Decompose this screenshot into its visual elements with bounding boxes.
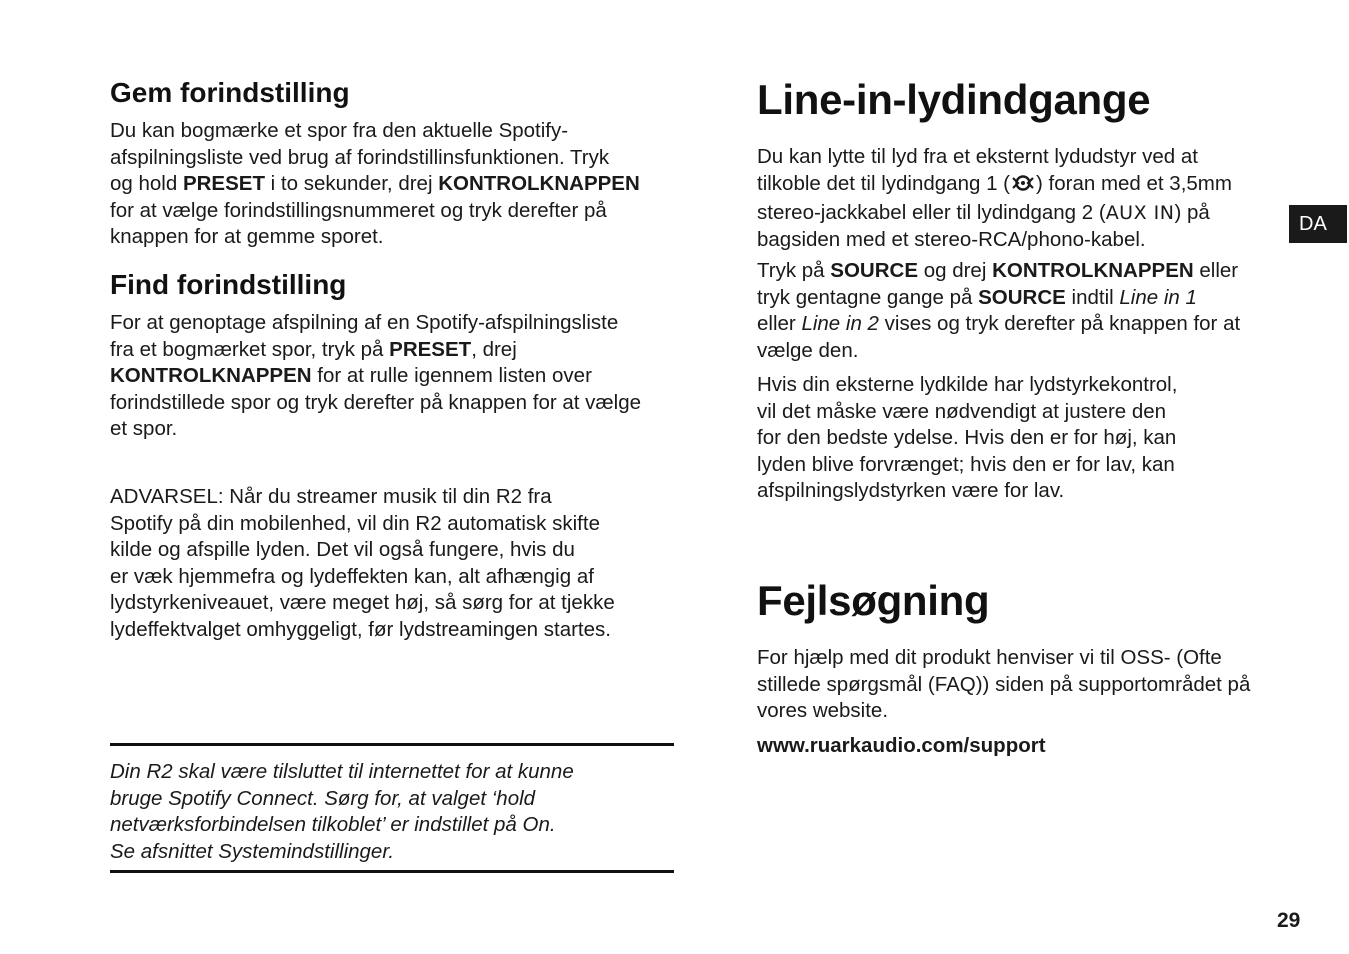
text-run: i to sekunder, drej (264, 172, 439, 195)
text-run: tryk gentagne gange på (757, 285, 979, 309)
text-run: stereo-jackkabel eller til lydindgang 2 ( (757, 201, 1106, 224)
page-number: 29 (1277, 909, 1301, 932)
text-run: indtil (1065, 285, 1120, 309)
text-line: Se afsnittet Systemindstillinger. (110, 839, 395, 863)
text-line: Spotify på din mobilenhed, vil din R2 automatisk skifte (110, 511, 600, 535)
text-line: Du kan lytte til lyd fra et eksternt lydudstyr ved at (757, 145, 1198, 168)
source-label: SOURCE (830, 259, 919, 282)
text-line: bagsiden med et stereo-RCA/phono-kabel. (757, 227, 1146, 251)
text-line: et spor. (110, 417, 178, 440)
text-line: forindstillede spor og tryk derefter på knappen for at vælge (110, 390, 642, 414)
text-line: lydeffektvalget omhyggeligt, før lydstreamingen startes. (110, 617, 611, 641)
text-run: , drej (471, 337, 517, 361)
text-line: bruge Spotify Connect. Sørg for, at valget ‘hold (110, 786, 536, 810)
text-line: vælge den. (757, 338, 859, 362)
text-line: Du kan bogmærke et spor fra den aktuelle Spotify- (110, 119, 569, 142)
note-paragraph (110, 759, 574, 865)
text-line: Din R2 skal være tilsluttet til internettet for at kunne (110, 760, 574, 783)
note-bottom-rule (110, 870, 674, 873)
paragraph-line-in-source (757, 258, 1240, 364)
paragraph-line-in-intro (757, 144, 1232, 253)
kontrolknappen-label: KONTROLKNAPPEN (110, 364, 312, 387)
text-run: vises og tryk derefter på knappen for at (878, 312, 1241, 335)
text-run: fra et bogmærket spor, tryk på (110, 337, 390, 361)
text-line: lydstyrkeniveauet, være meget høj, så sørg for at tjekke (110, 591, 615, 614)
heading-find-forindstilling: Find forindstilling (110, 269, 347, 300)
text-line: netværksforbindelsen tilkoblet’ er indstillet på On. (110, 813, 556, 836)
text-run: og drej (918, 259, 993, 282)
text-line: For at genoptage afspilning af en Spotify-afspilningsliste (110, 311, 619, 334)
text-line: stillede spørgsmål (FAQ)) siden på supportområdet på (757, 672, 1251, 696)
paragraph-line-in-volume (757, 372, 1177, 505)
text-line: afspilningsliste ved brug af forindstillinsfunktionen. Tryk (110, 145, 610, 169)
line-in-1-label: Line in 1 (1119, 285, 1197, 309)
warning-paragraph (110, 484, 615, 643)
text-line: vores website. (757, 699, 889, 722)
text-line: lyden blive forvrænget; hvis den er for lav, kan (757, 452, 1175, 476)
text-line: Hvis din eksterne lydkilde har lydstyrkekontrol, (757, 373, 1178, 396)
text-run: eller (1193, 259, 1239, 282)
text-line: vil det måske være nødvendigt at justere den (757, 399, 1167, 423)
note-top-rule (110, 743, 674, 746)
heading-line-in: Line-in-lydindgange (757, 76, 1151, 123)
text-run: tilkoble det til lydindgang 1 ( (757, 171, 1010, 195)
support-url-link[interactable]: www.ruarkaudio.com/support (757, 734, 1046, 757)
text-run: eller (757, 312, 802, 335)
text-run: for at rulle igennem listen over (311, 364, 592, 387)
paragraph-find-forindstilling (110, 310, 641, 443)
heading-gem-forindstilling: Gem forindstilling (110, 77, 350, 108)
source-label: SOURCE (978, 285, 1066, 309)
text-run: Tryk på (757, 259, 831, 282)
aux-in-label: AUX IN (1105, 202, 1175, 224)
heading-fejlsogning: Fejlsøgning (757, 577, 990, 624)
text-line: For hjælp med dit produkt henviser vi til OSS- (Ofte (757, 646, 1222, 669)
text-line: knappen for at gemme sporet. (110, 225, 384, 248)
text-run: ) foran med et 3,5mm (1036, 171, 1232, 195)
preset-label: PRESET (389, 337, 472, 361)
kontrolknappen-label: KONTROLKNAPPEN (992, 259, 1194, 282)
text-line: for at vælge forindstillingsnummeret og tryk derefter på (110, 198, 607, 222)
preset-label: PRESET (182, 172, 265, 195)
text-line: for den bedste ydelse. Hvis den er for høj, kan (757, 426, 1177, 449)
language-tab-da: DA (1289, 205, 1347, 243)
text-line: afspilningslydstyrken være for lav. (757, 479, 1065, 502)
text-line: kilde og afspille lyden. Det vil også fungere, hvis du (110, 538, 575, 561)
text-run: og hold (110, 172, 183, 195)
text-line: er væk hjemmefra og lydeffekten kan, alt afhængig af (110, 564, 594, 588)
headphone-jack-icon (1010, 173, 1036, 201)
text-run: ) på (1174, 201, 1210, 224)
paragraph-fejlsogning (757, 645, 1250, 725)
text-line: ADVARSEL: Når du streamer musik til din R2 fra (110, 485, 552, 508)
kontrolknappen-label: KONTROLKNAPPEN (438, 172, 640, 195)
line-in-2-label: Line in 2 (801, 312, 879, 335)
paragraph-gem-forindstilling (110, 118, 640, 251)
